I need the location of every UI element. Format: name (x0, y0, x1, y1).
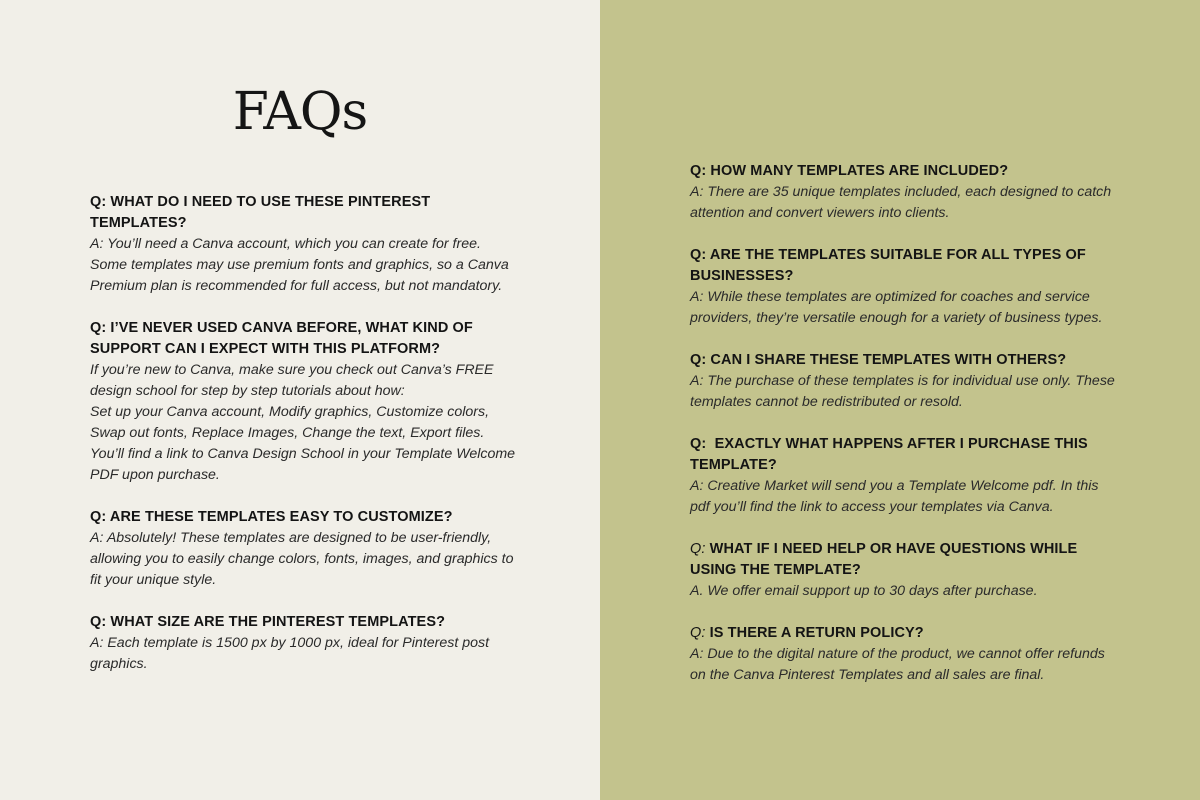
faq-item (690, 623, 1120, 686)
faq-question (690, 623, 1120, 644)
faq-question-text: WHAT IF I NEED HELP OR HAVE QUESTIONS WHILE USING THE TEMPLATE? (690, 541, 1078, 578)
faq-item (90, 612, 520, 675)
faq-answer: A: Absolutely! These templates are designed to be user-friendly, allowing you to easily change colors, fonts, images, and graphics to fit your unique style. (90, 530, 514, 588)
faq-answer-line: Set up your Canva account, Modify graphics, Customize colors, Swap out fonts, Replace Images, Change the text, Export files. (90, 404, 490, 441)
faq-answer: A: You’ll need a Canva account, which you can create for free. Some templates may use premium fonts and graphics, so a Canva Premium plan is recommended for full access, but not mandatory. (90, 236, 509, 294)
faq-item (690, 161, 1120, 224)
faq-item (690, 245, 1120, 329)
faq-item (690, 350, 1120, 413)
faq-item (90, 318, 520, 486)
faq-item (690, 434, 1120, 518)
faq-question: Q: I’VE NEVER USED CANVA BEFORE, WHAT KIND OF SUPPORT CAN I EXPECT WITH THIS PLATFORM? (90, 320, 473, 357)
faq-item (690, 539, 1120, 602)
faq-column-left (90, 192, 520, 696)
faq-answer: A: Each template is 1500 px by 1000 px, ideal for Pinterest post graphics. (90, 635, 490, 672)
faq-question: Q: ARE THESE TEMPLATES EASY TO CUSTOMIZE? (90, 509, 453, 525)
faq-answer: A: Creative Market will send you a Template Welcome pdf. In this pdf you’ll find the link to access your templates via Canva. (690, 478, 1099, 515)
faq-question: Q: WHAT SIZE ARE THE PINTEREST TEMPLATES? (90, 614, 446, 630)
faq-answer: A: While these templates are optimized for coaches and service providers, they’re versatile enough for a variety of business types. (690, 289, 1103, 326)
faq-answer (90, 360, 520, 486)
faq-item (90, 507, 520, 591)
faq-column-right (690, 161, 1120, 707)
faq-question-prefix: Q: (690, 541, 706, 557)
faq-question (690, 539, 1120, 581)
faq-answer-line: If you’re new to Canva, make sure you check out Canva’s FREE design school for step by step tutorials about how: (90, 362, 494, 399)
faq-question: Q: CAN I SHARE THESE TEMPLATES WITH OTHERS? (690, 352, 1067, 368)
faq-question-text: EXACTLY WHAT HAPPENS AFTER I PURCHASE THIS TEMPLATE? (690, 436, 1088, 473)
faq-answer: A. We offer email support up to 30 days after purchase. (690, 583, 1038, 599)
page-title: FAQs (232, 82, 368, 142)
faq-answer: A: The purchase of these templates is for individual use only. These templates cannot be redistributed or resold. (690, 373, 1115, 410)
faq-answer-line: You’ll find a link to Canva Design School in your Template Welcome PDF upon purchase. (90, 446, 516, 483)
faq-item (90, 192, 520, 297)
faq-answer: A: Due to the digital nature of the product, we cannot offer refunds on the Canva Pinterest Templates and all sales are final. (690, 646, 1105, 683)
faq-question-prefix: Q: (690, 436, 707, 452)
faq-answer: A: There are 35 unique templates included, each designed to catch attention and convert viewers into clients. (690, 184, 1112, 221)
faq-question-text: IS THERE A RETURN POLICY? (709, 625, 924, 641)
faq-question: Q: ARE THE TEMPLATES SUITABLE FOR ALL TYPES OF BUSINESSES? (690, 247, 1086, 284)
faq-question: Q: HOW MANY TEMPLATES ARE INCLUDED? (690, 163, 1009, 179)
faq-question-prefix: Q: (690, 625, 706, 641)
faq-question (690, 434, 1120, 476)
faq-question: Q: WHAT DO I NEED TO USE THESE PINTEREST TEMPLATES? (90, 194, 431, 231)
